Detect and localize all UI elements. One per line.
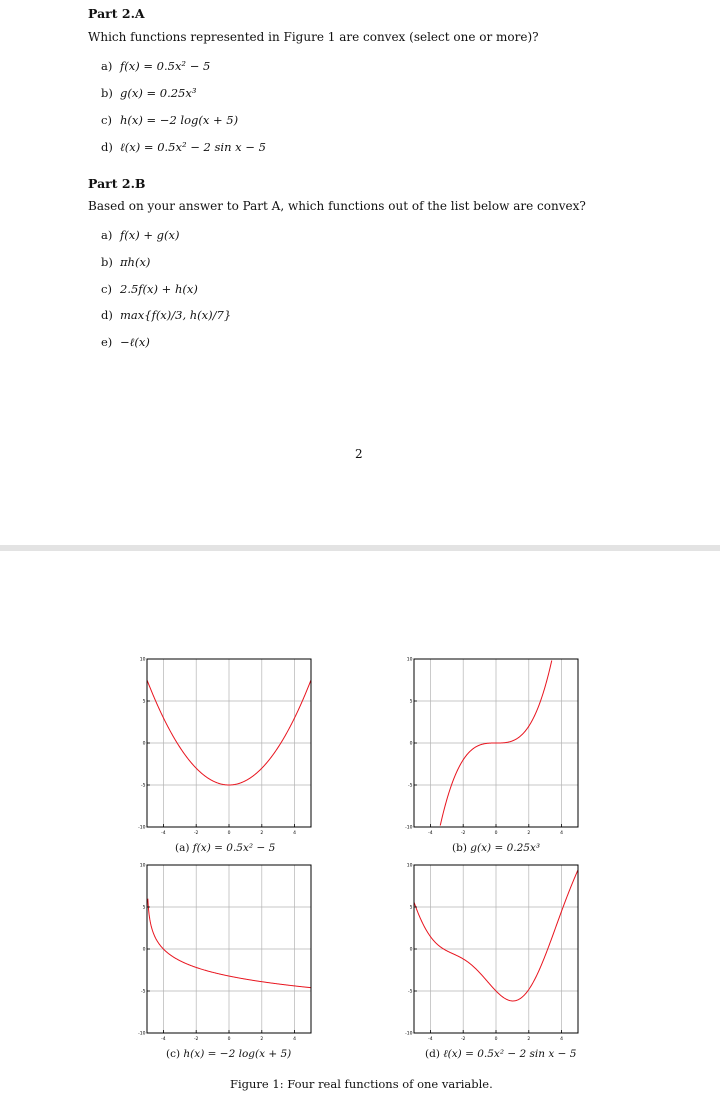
caption-expression: g(x) = 0.25x³ xyxy=(470,842,541,854)
x-tick-label: 0 xyxy=(494,1037,498,1042)
caption-expression: ℓ(x) = 0.5x² − 2 sin x − 5 xyxy=(443,1048,577,1060)
part-2a-heading: Part 2.A xyxy=(88,6,145,21)
part-2b-option xyxy=(101,228,179,242)
option-expression: ℓ(x) = 0.5x² − 2 sin x − 5 xyxy=(120,140,266,154)
page-number: 2 xyxy=(355,447,363,461)
plot-g xyxy=(397,656,587,841)
option-label: c) xyxy=(101,113,112,127)
caption-expression: h(x) = −2 log(x + 5) xyxy=(183,1048,292,1060)
subfigure-caption-b xyxy=(452,842,540,854)
x-tick-label: 0 xyxy=(227,1037,231,1042)
part-2b-heading: Part 2.B xyxy=(88,176,146,191)
x-tick-label: 4 xyxy=(560,831,564,836)
option-expression: 2.5f(x) + h(x) xyxy=(120,282,198,296)
option-label: a) xyxy=(101,228,113,242)
option-label: e) xyxy=(101,335,113,349)
caption-label: (d) xyxy=(425,1048,440,1060)
subfigure-caption-c xyxy=(166,1048,291,1060)
x-tick-label: 2 xyxy=(527,831,531,836)
page-1 xyxy=(0,0,720,545)
x-tick-label: 2 xyxy=(527,1037,531,1042)
caption-label: (a) xyxy=(175,842,190,854)
x-tick-label: 0 xyxy=(494,831,498,836)
part-2a-option xyxy=(101,59,210,73)
x-tick-label: -4 xyxy=(161,831,166,836)
x-tick-label: 4 xyxy=(293,1037,297,1042)
option-expression: f(x) = 0.5x² − 5 xyxy=(120,59,211,73)
x-tick-label: -2 xyxy=(460,1037,466,1042)
plot-l xyxy=(397,862,587,1047)
option-label: c) xyxy=(101,282,112,296)
x-tick-label: -4 xyxy=(428,831,433,836)
option-label: a) xyxy=(101,59,113,73)
caption-label: (b) xyxy=(452,842,467,854)
y-tick-label: 0 xyxy=(409,741,413,747)
y-tick-label: -10 xyxy=(405,1031,413,1037)
option-expression: f(x) + g(x) xyxy=(120,228,180,242)
y-tick-label: 0 xyxy=(142,741,146,747)
part-2a-option xyxy=(101,86,196,100)
x-tick-label: -4 xyxy=(161,1037,166,1042)
option-label: b) xyxy=(101,255,113,269)
y-tick-label: -5 xyxy=(408,783,413,789)
part-2a-option xyxy=(101,113,238,127)
y-tick-label: 0 xyxy=(409,947,413,953)
option-expression: πh(x) xyxy=(120,255,151,269)
option-label: d) xyxy=(101,308,113,322)
part-2b-question: Based on your answer to Part A, which functions out of the list below are convex? xyxy=(88,199,586,213)
plot-h xyxy=(130,862,320,1047)
option-label: d) xyxy=(101,140,113,154)
x-tick-label: -2 xyxy=(460,831,466,836)
subfigure-caption-a xyxy=(175,842,275,854)
y-tick-label: 5 xyxy=(142,905,146,911)
y-tick-label: -10 xyxy=(138,825,146,831)
x-tick-label: -2 xyxy=(193,831,199,836)
part-2a-question: Which functions represented in Figure 1 are convex (select one or more)? xyxy=(88,30,539,44)
y-tick-label: 5 xyxy=(409,905,413,911)
y-tick-label: -10 xyxy=(138,1031,146,1037)
x-tick-label: 0 xyxy=(227,831,231,836)
part-2b-option xyxy=(101,255,150,269)
x-tick-label: -4 xyxy=(428,1037,433,1042)
option-expression: g(x) = 0.25x³ xyxy=(120,86,197,100)
x-tick-label: 2 xyxy=(260,831,264,836)
x-tick-label: 2 xyxy=(260,1037,264,1042)
y-tick-label: 5 xyxy=(142,699,146,705)
option-expression: h(x) = −2 log(x + 5) xyxy=(120,113,239,127)
y-tick-label: -10 xyxy=(405,825,413,831)
y-tick-label: 0 xyxy=(142,947,146,953)
y-tick-label: -5 xyxy=(141,989,146,995)
page-2 xyxy=(0,551,720,1117)
y-tick-label: 10 xyxy=(139,657,146,663)
part-2b-option xyxy=(101,282,198,296)
curve-h xyxy=(148,899,311,988)
y-tick-label: 10 xyxy=(406,863,413,869)
plot-f xyxy=(130,656,320,841)
part-2b-option xyxy=(101,335,150,349)
figure-caption: Figure 1: Four real functions of one variable. xyxy=(230,1077,493,1091)
part-2b-option xyxy=(101,308,231,322)
subfigure-caption-d xyxy=(425,1048,576,1060)
y-tick-label: -5 xyxy=(141,783,146,789)
x-tick-label: 4 xyxy=(293,831,297,836)
x-tick-label: -2 xyxy=(193,1037,199,1042)
y-tick-label: 10 xyxy=(139,863,146,869)
option-expression: max{f(x)/3, h(x)/7} xyxy=(120,308,232,322)
caption-expression: f(x) = 0.5x² − 5 xyxy=(192,842,276,854)
option-expression: −ℓ(x) xyxy=(120,335,150,349)
part-2a-option xyxy=(101,140,266,154)
caption-label: (c) xyxy=(166,1048,181,1060)
x-tick-label: 4 xyxy=(560,1037,564,1042)
y-tick-label: 10 xyxy=(406,657,413,663)
y-tick-label: -5 xyxy=(408,989,413,995)
y-tick-label: 5 xyxy=(409,699,413,705)
option-label: b) xyxy=(101,86,113,100)
